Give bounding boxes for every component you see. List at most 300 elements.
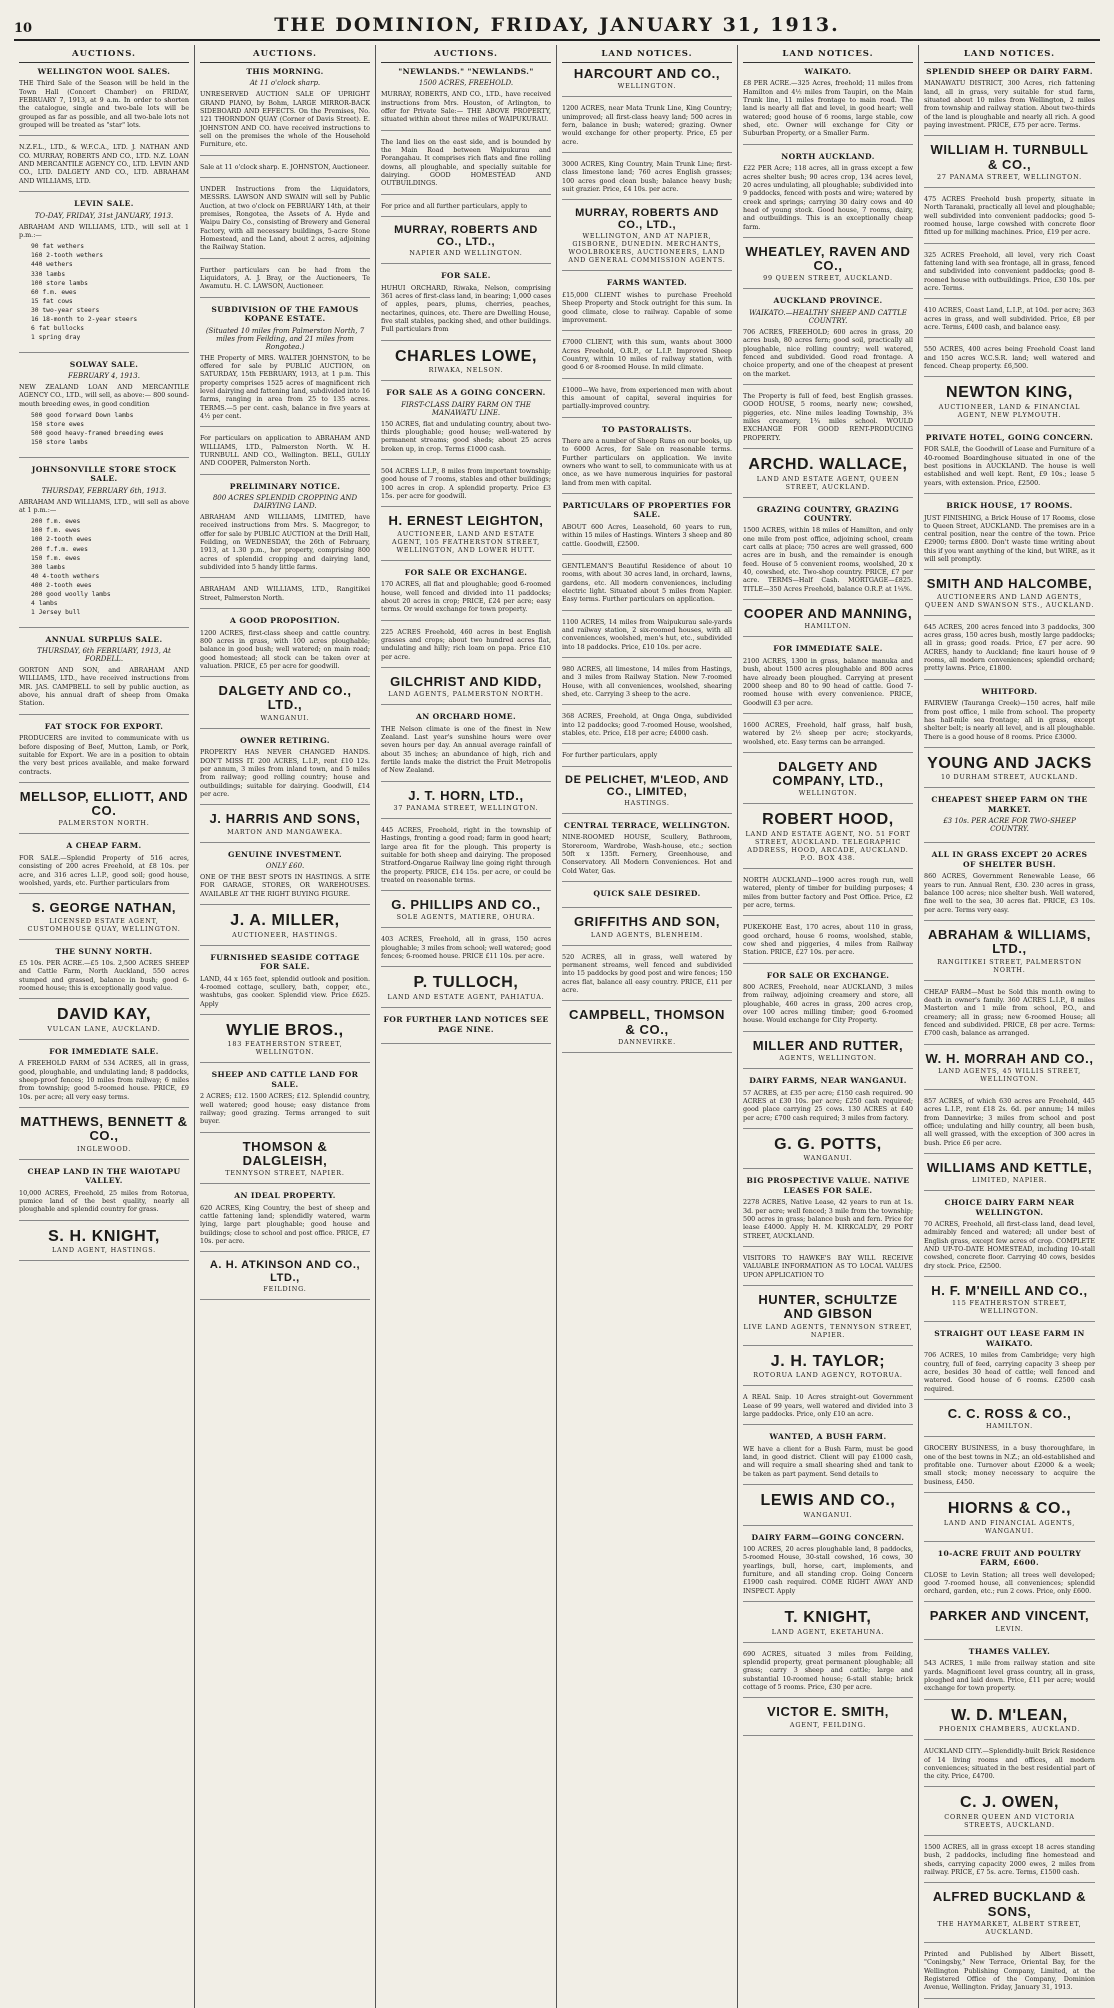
ad-body: For price and all further particulars, apply to (381, 201, 528, 210)
ad-body: 1200 ACRES, first-class sheep and cattle country. 800 acres in grass, with 100 acres ploughable; balance in good bush; well watered; on main road; good homestead; all stock can be taken over at valuation. PRICE, £5 per acre for goodwill. (200, 628, 370, 670)
ad-body: 225 ACRES Freehold, 460 acres in best English grasses and crops; about two hundred acres flat, undulating and hilly; rich loam on papa. Price £10 per acre. (381, 627, 551, 661)
advertisement (743, 1039, 913, 1069)
agent-name: J. HARRIS AND SONS, (209, 811, 361, 827)
agent-address: LAND AND ESTATE AGENT, QUEEN STREET, AUCKLAND. (756, 474, 900, 491)
agent-address: HAMILTON. (986, 1422, 1033, 1431)
ad-title: THAMES VALLEY. (968, 1646, 1051, 1656)
agent-address: ROTORUA LAND AGENCY, ROTORUA. (753, 1371, 903, 1380)
ad-body: The land lies on the east side, and is bounded by the Main Road between Waipukurau and Porangahau. It comprises rich flats and fine rolling downs, all ploughable, and specially suitable for dairying. GOOD HOMESTEAD AND OUTBUILDINGS. (381, 137, 551, 188)
advertisement (743, 644, 913, 713)
ad-body: £15,000 CLIENT wishes to purchase Freehold Sheep Property and Stock outright for this sum. In good climate, close to railway. Capable of some improvement. (562, 290, 732, 324)
advertisement (743, 152, 913, 238)
ad-title: GENUINE INVESTMENT. (227, 849, 343, 859)
ad-body: £8 PER ACRE.—325 Acres, freehold; 11 miles from Hamilton and 4½ miles from Taupiri, on the Main Trunk line, 11 miles frontage to main road. The land is nearly all flat and level, in good heart; well watered; good house of 6 rooms, large stable, cow shed, etc. Owner will exchange for City or Suburban Property, or a Smaller Farm. (743, 79, 913, 138)
ad-body: 857 ACRES, of which 630 acres are Freehold, 445 acres L.I.P., rent £18 2s. 6d. per annum; 14 miles from Dannevirke; 3 miles from school and post office; undulating and hilly country, all been bush, all well grassed, with the exception of 300 acres in bush. Price £6 per acre. (924, 1096, 1095, 1147)
ad-title: SHEEP AND CATTLE LAND FOR SALE. (211, 1070, 359, 1089)
advertisement (19, 1167, 189, 1221)
advertisement (924, 1284, 1095, 1322)
ad-body: 150 ACRES, flat and undulating country, about two-thirds ploughable; good house; well-watered by permanent streams; good sheds; about 25 acres broken up, in crop. Terms £1000 cash. (381, 419, 551, 453)
advertisement (200, 850, 370, 905)
agent-name: GRIFFITHS AND SON, (573, 914, 721, 930)
advertisement (381, 224, 551, 264)
column-heading: LAND NOTICES. (562, 47, 732, 63)
agent-address: AUCTIONEER, LAND AND ESTATE AGENT, 105 FEATHERSTON STREET, WELLINGTON, AND LOWER HUTT. (392, 529, 540, 554)
ad-body: UNRESERVED AUCTION SALE OF UPRIGHT GRAND PIANO, by Bohm, LARGE MIRROR-BACK SIDEBOARD AND EFFECTS. On the Premises, No. 121 THORNDON QUAY (Corner of Davis Street). E. JOHNSTON AND CO. have received instructions to sell on the premises the whole of the Household Furniture, etc. (200, 90, 370, 149)
ad-subtitle: THURSDAY, FEBRUARY 6th, 1913. (41, 486, 167, 495)
advertisement (924, 755, 1095, 789)
agent-name: COOPER AND MANNING, (743, 606, 913, 622)
masthead (14, 10, 1100, 41)
stock-list: 500 good forward Down lambs 150 store ewes 500 good heavy-framed breeding ewes 150 store lambs (31, 412, 164, 447)
advertisement (743, 456, 913, 498)
advertisement (924, 1329, 1095, 1400)
advertisement (381, 67, 551, 131)
ad-body: PROPERTY HAS NEVER CHANGED HANDS. DON'T MISS IT. 200 ACRES, L.I.P., rent £10 12s. per annum, 3 miles from inland town, and 5 miles from railway; good rolling country; house and outbuildings; suitable for dairying. Goodwill, £14 per acre. (200, 748, 370, 798)
advertisement (743, 67, 913, 145)
ad-title: A CHEAP FARM. (66, 841, 142, 851)
advertisement (19, 465, 189, 628)
ad-body: 980 ACRES, all limestone, 14 miles from Hastings, and 3 miles from Railway Station. New 7-roomed House, with all conveniences, woolshed, shearing shed, etc. Carrying 3 sheep to the acre. (562, 664, 732, 698)
ad-body: 445 ACRES, Freehold, right in the township of Hastings, fronting a good road; farm in good heart; large area fit for the plough. This property is suitable for both sheep and dairying. The proposed Stratford-Ongarue Railway line going right through the property. PRICE, £14 15s. per acre, or could be treated on reasonable terms. (381, 825, 551, 884)
advertisement (19, 635, 189, 715)
ad-title: WELLINGTON WOOL SALES. (37, 67, 171, 76)
ad-body: 1600 ACRES, Freehold, half grass, half bush, watered by 2½ sheep per acre; stockyards, woolshed, etc. Easy terms can be arranged. (743, 720, 913, 746)
advertisement (381, 712, 551, 781)
advertisement (924, 251, 1095, 300)
advertisement (743, 1432, 913, 1485)
advertisement (200, 616, 370, 677)
advertisement (743, 1650, 913, 1699)
ad-body: A FREEHOLD FARM of 534 ACRES, all in grass, good, ploughable, and undulating land; 8 paddocks, sheep-proof fences; 10 miles from railway; 6 miles from township; good 5-roomed house. PRICE, £9 10s. per acre; all very easy terms. (19, 1059, 189, 1101)
agent-address: NAPIER AND WELLINGTON. (409, 249, 523, 258)
ad-body: 620 ACRES, King Country, the best of sheep and cattle fattening land; splendidly watered, warm lying, large part ploughable; good house and buildings; close to school and post office. PRICE, £7 10s. per acre. (200, 1203, 370, 1246)
ad-title: "NEWLANDS." "NEWLANDS." (398, 67, 534, 76)
advertisement (200, 163, 370, 178)
advertisement (562, 386, 732, 418)
advertisement (924, 345, 1095, 377)
agent-address: LAND AGENT, EKETAHUNA. (771, 1627, 885, 1636)
agent-name: WILLIAMS AND KETTLE, (926, 1159, 1093, 1175)
advertisement (562, 67, 732, 97)
agent-name: C. J. OWEN, (959, 1794, 1060, 1812)
advertisement (200, 736, 370, 805)
ad-title: FURNISHED SEASIDE COTTAGE FOR SALE. (210, 952, 360, 972)
page-number: 10 (14, 21, 33, 36)
ad-title: DAIRY FARMS, NEAR WANGANUI. (749, 1076, 907, 1086)
column-5 (738, 45, 919, 2008)
advertisement (19, 1006, 189, 1040)
advertisement (924, 1500, 1095, 1542)
advertisement (924, 687, 1095, 748)
ad-body: THE Property of MRS. WALTER JOHNSTON, to be offered for sale by PUBLIC AUCTION, on SATURDAY, 15th FEBRUARY, 1913, at 1 p.m. This property comprises 1525 acres of magnificent rich level dairying and fattening land, subdivided into 16 farms, ranging in area from 25 to 135 acres. TERMS.—5 per cent. cash, balance in five years at 4½ per cent. (200, 353, 370, 420)
ad-subtitle: (Situated 10 miles from Palmerston North, 7 miles from Feilding, and 21 miles from Rongotea.) (205, 326, 365, 351)
ad-subtitle: 800 ACRES SPLENDID CROPPING AND DAIRYING LAND. (212, 494, 358, 511)
agent-address: WANGANUI. (260, 713, 310, 722)
ad-body: 70 ACRES, Freehold, all first-class land, dead level, admirably fenced and watered; all under best of English grass, except few acres of crop. COMPLETE AND UP-TO-DATE HOMESTEAD, including 10-stall cowshed, concrete floor. Carrying 40 cows, besides dry stock. Price, £2500. (924, 1220, 1095, 1270)
advertisement (924, 1198, 1095, 1277)
agent-name: T. KNIGHT, (784, 1609, 872, 1627)
advertisement (200, 1070, 370, 1132)
ad-title: CHEAP LAND IN THE WAIOTAPU VALLEY. (27, 1166, 181, 1186)
advertisement (200, 1022, 370, 1064)
advertisement (200, 953, 370, 1015)
advertisement (924, 501, 1095, 570)
advertisement (200, 585, 370, 609)
ad-body: VISITORS TO HAWKE'S BAY WILL RECEIVE VALUABLE INFORMATION AS TO LOCAL VALUES UPON APPLICATION TO (743, 1254, 913, 1279)
agent-name: ROBERT HOOD, (762, 811, 894, 829)
advertisement (200, 305, 370, 428)
ad-title: WHITFORD. (981, 686, 1038, 696)
agent-name: ALFRED BUCKLAND & SONS, (932, 1889, 1087, 1919)
agent-name: MATTHEWS, BENNETT & CO., (20, 1114, 188, 1144)
agent-address: VULCAN LANE, AUCKLAND. (47, 1024, 161, 1033)
advertisement (743, 505, 913, 601)
ad-title: CHOICE DAIRY FARM NEAR WELLINGTON. (944, 1198, 1075, 1217)
agent-name: HARCOURT AND CO., (573, 66, 721, 81)
advertisement (200, 684, 370, 729)
advertisement (924, 195, 1095, 244)
ad-title: PRELIMINARY NOTICE. (229, 481, 341, 491)
agent-name: W. D. M'LEAN, (951, 1706, 1068, 1724)
agent-address: AUCTIONEER, HASTINGS. (232, 930, 338, 939)
ad-body: UNDER Instructions from the Liquidators, MESSRS. LAWSON AND SWAIN will sell by Public Auction, at two o'clock on FEBRUARY 14th, at their premises, Rongotea, the Assets of A. Hyde and Waipu Dairy Co., consisting of Brewery and General Factory, with all necessary buildings, 5-acre Stone Homestead, and the Land, about 2 acres, adjoining the Railway Station. (200, 185, 370, 252)
advertisement (381, 935, 551, 967)
ad-subtitle: WAIKATO.—HEALTHY SHEEP AND CATTLE COUNTRY. (749, 308, 907, 325)
advertisement (924, 1097, 1095, 1154)
ad-body: For further particulars, apply (562, 751, 658, 760)
ad-body: FAIRVIEW (Tauranga Creek)—150 acres, half mile from post office, 1 mile from school. The property has half-mile sea frontage; all in grass, except shelter belt; is nearly all level, and is all ploughable. There is a good house of 8 rooms. Price £3000. (924, 699, 1095, 741)
ad-title: AUCKLAND PROVINCE. (773, 296, 883, 306)
advertisement (743, 876, 913, 916)
advertisement (562, 751, 732, 766)
agent-address: LAND AGENTS, BLENHEIM. (590, 930, 704, 939)
agent-name: MURRAY, ROBERTS AND CO., LTD., (575, 207, 719, 232)
agent-address: LAND AND ESTATE AGENT, PAHIATUA. (387, 993, 545, 1002)
advertisement (19, 722, 189, 783)
advertisement (200, 434, 370, 474)
ad-body: 10,000 ACRES, Freehold, 25 miles from Rotorua, pumice land of the best quality, nearly all ploughable and splendid country for grass. (19, 1188, 189, 1214)
advertisement (381, 467, 551, 507)
agent-address: TENNYSON STREET, NAPIER. (225, 1169, 345, 1178)
agent-name: P. TULLOCH, (413, 974, 519, 992)
ad-body: MURRAY, ROBERTS, AND CO., LTD., have received instructions from Mrs. Houston, of Arlington, to offer for Private Sale:— THE ABOVE PROPERTY, situated within about three miles of WAIPUKURAU. (381, 90, 551, 124)
agent-name: J. T. HORN, LTD., (408, 787, 524, 803)
advertisement (19, 143, 189, 192)
ad-body: AUCKLAND CITY.—Splendidly-built Brick Residence of 14 living rooms and offices, all modern conveniences; situated in the best residential part of the city. Price, £4700. (924, 1747, 1095, 1781)
agent-name: DALGETY AND CO., LTD., (218, 683, 352, 713)
stock-list: 200 f.m. ewes 100 f.m. ewes 100 2-tooth ewes 200 f.f.m. ewes 150 f.m. ewes 300 lambs 40 4-tooth wethers 400 2-tooth ewes 200 good woolly lambs 4 lambs 1 Jersey bull (31, 518, 111, 617)
ad-body: FOR SALE, the Goodwill of Lease and Furniture of a 40-roomed Boardinghouse situated in one of the best positions in AUCKLAND. The house is well established and well kept. Rent, £9 10s.; lease 5 years, with extension. Price, £2500. (924, 445, 1095, 487)
ad-subtitle: THURSDAY, 6th FEBRUARY, 1913, At FORDELL. (37, 647, 171, 664)
advertisement (562, 501, 732, 555)
agent-address: WELLINGTON, AND AT NAPIER, GISBORNE, DUNEDIN. MERCHANTS, WOOLBROKERS, AUCTIONEERS, LAND AND GENERAL COMMISSION AGENTS. (568, 232, 726, 265)
ad-title: BIG PROSPECTIVE VALUE. NATIVE LEASES FOR SALE. (746, 1176, 910, 1195)
agent-name: S. GEORGE NATHAN, (31, 900, 177, 916)
advertisement (743, 1393, 913, 1425)
advertisement (381, 675, 551, 705)
advertisement (743, 245, 913, 290)
advertisement (381, 388, 551, 460)
advertisement (381, 898, 551, 928)
ad-title: WANTED, A BUSH FARM. (769, 1432, 887, 1442)
agent-name: G. PHILLIPS AND CO., (391, 897, 541, 913)
ad-subtitle: At 11 o'clock sharp. (249, 79, 321, 88)
agent-address: MARTON AND MANGAWEKA. (227, 827, 343, 836)
advertisement (562, 1008, 732, 1053)
agent-name: MILLER AND RUTTER, (752, 1037, 904, 1053)
advertisement (924, 67, 1095, 136)
ad-title: FOR SALE OR EXCHANGE. (404, 567, 528, 577)
advertisement (562, 953, 732, 1002)
advertisement (200, 1140, 370, 1185)
ad-body: THE Nelson climate is one of the finest in New Zealand. Last year's sunshine hours were over seven hours per day. An annual average rainfall of about 35 inches; an abundance of high, rich and fertile lands make the district the Fruit Metropolis of New Zealand. (381, 724, 551, 775)
advertisement (743, 1353, 913, 1387)
advertisement (743, 811, 913, 869)
ad-body: CHEAP FARM—Must be Sold this month owing to death in owner's family. 360 ACRES L.I.P., 8 miles Masterton and 1 mile from school, P.O., and creamery; all in grass; new 6-roomed House; all fenced and subdivided. PRICE, £8 per acre. Terms: £700 cash, balance as arranged. (924, 987, 1095, 1038)
advertisement (19, 790, 189, 835)
ad-body: CLOSE to Levin Station; all trees well developed; good 7-roomed house, all conveniences; splendid orchard, garden, etc.; run 2 cows. Price, only £600. (924, 1570, 1095, 1596)
ad-title: SPLENDID SHEEP OR DAIRY FARM. (926, 67, 1093, 76)
advertisement (743, 1293, 913, 1346)
agent-name: J. A. MILLER, (230, 912, 340, 929)
advertisement (924, 928, 1095, 981)
agent-name: PARKER AND VINCENT, (929, 1608, 1090, 1624)
ad-body: ABRAHAM AND WILLIAMS, LTD., will sell at 1 p.m.:— (19, 222, 189, 239)
ad-title: CHEAPEST SHEEP FARM ON THE MARKET. (931, 795, 1088, 814)
advertisement (924, 1647, 1095, 1700)
ad-title: SOLWAY SALE. (69, 359, 139, 369)
advertisement (200, 1259, 370, 1299)
ad-title: THE SUNNY NORTH. (55, 946, 153, 956)
ad-title: PARTICULARS OF PROPERTIES FOR SALE. (562, 500, 732, 520)
ad-title: WAIKATO. (804, 67, 852, 76)
ad-body: THE Third Sale of the Season will be held in the Town Hall (Concert Chamber) on FRIDAY, FEBRUARY 7, 1913, at 9 a.m. In order to shorten the catalogue, single and two-bale lots will be grouped as far as possible, and all two-bale lots not grouped will be treated as "star" lots. (19, 79, 189, 130)
stock-list: 90 fat wethers 160 2-tooth wethers 440 wethers 330 lambs 100 store lambs 60 f.m. ewes 15 fat cows 30 two-year steers 16 18-month to 2-year steers 6 fat bullocks 1 spring dray (31, 243, 138, 342)
agent-name: MURRAY, ROBERTS AND CO., LTD., (394, 224, 538, 249)
ad-body: ABRAHAM AND WILLIAMS, LTD., Rangitikei Street, Palmerston North. (200, 585, 370, 602)
agent-name: HIORNS & CO., (947, 1499, 1072, 1517)
ad-body: NINE-ROOMED HOUSE, Scullery, Bathroom, Storeroom, Wardrobe, Wash-house, etc.; section 50ft x 135ft. Fernery, Greenhouse, and Conservatory. All Modern Conveniences. Hot and Cold Water, Gas. (562, 833, 732, 875)
agent-name: W. H. MORRAH AND CO., (925, 1050, 1094, 1066)
agent-address: LAND AND FINANCIAL AGENTS, WANGANUI. (943, 1518, 1076, 1535)
agent-address: PALMERSTON NORTH. (58, 819, 150, 828)
ad-subtitle: 1500 ACRES, FREEHOLD. (418, 79, 514, 88)
agent-address: THE HAYMARKET, ALBERT STREET, AUCKLAND. (937, 1919, 1082, 1936)
agent-address: CORNER QUEEN AND VICTORIA STREETS, AUCKLAND. (944, 1813, 1075, 1830)
ad-title: FOR SALE AS A GOING CONCERN. (386, 388, 546, 398)
ad-title: SUBDIVISION OF THE FAMOUS KOPANE ESTATE. (211, 304, 359, 324)
ad-body: ABRAHAM AND WILLIAMS, LIMITED, have received instructions from Mrs. S. Macgregor, to offer for sale by PUBLIC AUCTION at the Drill Hall, Feilding, on WEDNESDAY, the 26th of February, 1913, at 1.30 p.m., her property, comprising 800 acres of splendid cropping and dairying land, subdivided into 5 handy little farms. (200, 513, 370, 572)
ad-title: NORTH AUCKLAND. (781, 151, 875, 161)
advertisement (381, 514, 551, 560)
agent-address: 37 PANAMA STREET, WELLINGTON. (393, 803, 539, 812)
ad-body: NORTH AUCKLAND—1900 acres rough run, well watered, plenty of timber for building purposes; 4 miles from butter factory and Post Office. Price, £2 per acre, terms. (743, 876, 913, 909)
ad-body: Further particulars can be had from the Liquidators, A. J. Bray, or the Auctioneers, Te Awamutu. H. C. LAWSON, Auctioneer. (200, 265, 370, 291)
column-heading: LAND NOTICES. (924, 47, 1095, 63)
ad-body: 2100 ACRES, 1300 in grass, balance manuka and bush, about 1500 acres ploughable and 800 acres have already been ploughed. Carrying at present 2000 sheep and 80 to 90 head of cattle. Good 7-roomed house with every convenience. PRICE, Goodwill £3 per acre. (743, 656, 913, 707)
advertisement (924, 1407, 1095, 1437)
ad-title: BRICK HOUSE, 17 ROOMS. (946, 501, 1073, 511)
agent-address: RIWAKA, NELSON. (428, 366, 504, 375)
agent-name: DE PELICHET, M'LEOD, AND CO., LIMITED, (565, 773, 729, 798)
ad-body: 800 ACRES, Freehold, near AUCKLAND, 3 miles from railway, adjoining creamery and store, all ploughable, 460 acres in grass, 200 acres crop, over 100 acres milling timber; good 6-roomed house. Would exchange for City Property. (743, 983, 913, 1025)
agent-address: FEILDING. (263, 1284, 307, 1293)
agent-address: WELLINGTON. (617, 82, 677, 91)
advertisement (381, 628, 551, 668)
ad-title: STRAIGHT OUT LEASE FARM IN WAIKATO. (934, 1329, 1085, 1348)
ad-body: 504 ACRES L.I.P., 8 miles from important township; good house of 7 rooms, stables and other buildings; 100 acres in crop. A splendid property. Price £3 15s. per acre for goodwill. (381, 467, 551, 501)
ad-title: DAIRY FARM—GOING CONCERN. (751, 1532, 905, 1542)
agent-address: LAND AGENT, HASTINGS. (52, 1246, 156, 1255)
agent-name: DAVID KAY, (56, 1006, 152, 1024)
advertisement (924, 1890, 1095, 1943)
advertisement (19, 199, 189, 353)
ad-title: ANNUAL SURPLUS SALE. (45, 634, 163, 644)
advertisement (924, 1052, 1095, 1090)
ad-body: GENTLEMAN'S Beautiful Residence of about 10 rooms, with about 30 acres land, in orchard, lawns, gardens, etc. All modern conveniences, including electric light. Situated about 5 miles from Napier. Easy terms. Further particulars on application. (562, 561, 732, 604)
advertisement (562, 278, 732, 331)
ad-title: AN ORCHARD HOME. (415, 712, 517, 722)
ad-subtitle: FEBRUARY 4, 1913. (68, 372, 140, 381)
advertisement (743, 1533, 913, 1602)
ad-body: Sale at 11 o'clock sharp. E. JOHNSTON, Auctioneer. (200, 162, 370, 171)
agent-name: C. C. ROSS & CO., (947, 1406, 1072, 1421)
agent-address: HASTINGS. (624, 798, 670, 807)
ad-subtitle: TO-DAY, FRIDAY, 31st JANUARY, 1913. (34, 211, 174, 220)
advertisement (924, 577, 1095, 615)
agent-address: LAND AGENTS, 45 WILLIS STREET, WELLINGTON. (938, 1066, 1081, 1083)
ad-title: QUICK SALE DESIRED. (593, 888, 701, 898)
advertisement (924, 306, 1095, 338)
agent-name: CAMPBELL, THOMSON & CO., (568, 1007, 726, 1037)
advertisement (924, 1794, 1095, 1836)
advertisement (19, 947, 189, 1000)
column-heading: AUCTIONS. (381, 47, 551, 63)
ad-title: FOR SALE. (441, 271, 491, 281)
ad-body: 690 ACRES, situated 3 miles from Feilding, splendid property, great permanent ploughable; all grass; carry 3 sheep and cattle; large and substantial 10-roomed house; 6-stall stable; brick cottage of 5 rooms. Price, £30 per acre. (743, 1649, 913, 1691)
ad-body: 100 ACRES, 20 acres ploughable land, 8 paddocks, 5-roomed House, 30-stall cowshed, 16 cows, 30 yearlings, bull, horse, cart, implements, and furniture, and all standing crop. Going Concern £1900 cash required. COME RIGHT AWAY AND INSPECT. Apply (743, 1545, 913, 1595)
advertisement (562, 712, 732, 744)
advertisement (924, 623, 1095, 680)
advertisement (743, 392, 913, 449)
agent-name: GILCHRIST AND KIDD, (390, 673, 542, 689)
advertisement (743, 923, 913, 963)
ad-body: LAND, 44 x 165 feet, splendid outlook and position. 4-roomed cottage, scullery, bath, copper, etc., washtubs, gas cooker. Splendid view. Price £625. Apply (200, 974, 370, 1008)
advertisement (562, 889, 732, 908)
ad-body: PUKEKOHE East, 170 acres, about 110 in grass, good orchard, house 6 rooms, woolshed, stable, cow shed and piggeries, 4 miles from Railway Station. PRICE, £27 10s. per acre. (743, 923, 913, 957)
advertisement (562, 774, 732, 814)
ad-title: LEVIN SALE. (74, 199, 134, 209)
advertisement (743, 760, 913, 805)
advertisement (924, 433, 1095, 494)
column-2 (195, 45, 376, 2008)
ad-body: JUST FINISHING, a Brick House of 17 Rooms, close to Queen Street, AUCKLAND. The premises are in a central position, near the centre of the town. Price £2900; terms £800. Don't waste time writing about this if you want anything of the kind, but WIRE, as it will sell promptly. (924, 513, 1095, 564)
advertisement (924, 384, 1095, 426)
agent-name: H. F. M'NEILL AND CO., (931, 1283, 1088, 1299)
advertisement (19, 901, 189, 939)
column-3 (376, 45, 557, 2008)
ad-body: 57 ACRES, at £35 per acre; £150 cash required. 90 ACRES at £30 10s. per acre; £250 cash required; good place carrying 25 cows. 130 ACRES at £40 per acre; £700 cash required; 3 miles from factory. (743, 1088, 913, 1122)
agent-address: LEVIN. (995, 1624, 1024, 1633)
agent-address: 10 DURHAM STREET, AUCKLAND. (940, 773, 1079, 782)
ad-title: OWNER RETIRING. (240, 735, 330, 745)
advertisement (19, 1047, 189, 1108)
advertisement (743, 721, 913, 753)
advertisement (743, 1492, 913, 1526)
advertisement (381, 826, 551, 891)
ad-body: 2278 ACRES, Native Lease, 42 years to run at 1s. 3d. per acre; well fenced; 3 mile from the township; 500 acres in grass; balance bush and fern. Price for lease £4000. Apply H. M. KIRKCALDY, 29 PORT STREET, AUCKLAND. (743, 1198, 913, 1240)
agent-name: NEWTON KING, (946, 384, 1073, 402)
ad-body: ABRAHAM AND WILLIAMS, LTD., will sell as above at 1 p.m.:— (19, 497, 189, 514)
agent-name: DALGETY AND COMPANY, LTD., (772, 758, 884, 789)
advertisement (200, 185, 370, 259)
advertisement (200, 266, 370, 298)
ad-body: 410 ACRES, Coast Land, L.I.P., at 10d. per acre; 363 acres in grass, and well subdivided. Price, £8 per acre. Terms, £400 cash, and balance easy. (924, 306, 1095, 331)
agent-name: HUNTER, SCHULTZE AND GIBSON (758, 1292, 898, 1322)
ad-body: 2 ACRES; £12. 1500 ACRES; £12. Splendid country, well watered; good house; easy distance from railway; good grazing. Terms arranged to suit buyer. (200, 1092, 370, 1126)
advertisement (743, 1609, 913, 1643)
ad-body: 368 ACRES, Freehold, at Onga Onga, subdivided into 12 paddocks; good 7-roomed House, woolshed, stables, etc. Price, £18 per acre; £4000 cash. (562, 712, 732, 737)
agent-address: 99 QUEEN STREET, AUCKLAND. (763, 274, 893, 283)
ad-body: 325 ACRES Freehold, all level, very rich Coast fattening land with sea frontage, all in grass, fenced and subdivided into convenient paddocks; good 8-roomed house with outbuildings. Price, £30 10s. per acre. Terms. (924, 250, 1095, 292)
agent-address: AGENTS, WELLINGTON. (779, 1054, 877, 1063)
advertisement (381, 974, 551, 1008)
ad-body: N.Z.F.L., LTD., & W.F.C.A., LTD. J. NATHAN AND CO. MURRAY, ROBERTS AND CO., LTD. N.Z. LOAN AND MERCANTILE AGENCY CO., LTD. LEVIN AND CO., LTD. DALGETY AND CO., LTD. ABRAHAM AND WILLIAMS, LTD. (19, 143, 189, 185)
agent-address: INGLEWOOD. (76, 1144, 132, 1153)
advertisement (562, 338, 732, 378)
agent-address: PHOENIX CHAMBERS, AUCKLAND. (938, 1725, 1081, 1734)
advertisement (924, 1747, 1095, 1787)
agent-name: WYLIE BROS., (226, 1021, 344, 1039)
agent-name: WILLIAM H. TURNBULL & CO., (930, 142, 1089, 172)
agent-address: 183 FEATHERSTON STREET, WELLINGTON. (227, 1040, 343, 1057)
ad-body: 3000 ACRES, King Country, Main Trunk Line; first-class limestone land; 760 acres English grasses; 100 acres good clean bush; balance heavy bush; suit grazier. Price, £4 10s. per acre. (562, 159, 732, 193)
advertisement (743, 1254, 913, 1286)
ad-body: £7000 CLIENT, with this sum, wants about 3000 Acres Freehold, O.R.P., or L.I.P. Improved Sheep Country, within 10 miles of railway station, with good 6 or 8-roomed House. In mild climate. (562, 338, 732, 372)
advertisement (562, 562, 732, 611)
agent-address: 115 FEATHERSTON STREET, WELLINGTON. (952, 1299, 1067, 1316)
ad-body: 1100 ACRES, 14 miles from Waipukurau sale-yards and railway station, 2 six-roomed houses, with all conveniences, woolshed, men's hut, etc., subdivided into 18 paddocks. Price, £10 10s. per acre. (562, 617, 732, 651)
agent-address: RANGITIKEI STREET, PALMERSTON NORTH. (937, 957, 1082, 974)
advertisement (924, 850, 1095, 921)
ad-title: FOR IMMEDIATE SALE. (773, 644, 883, 654)
ad-title: FOR FURTHER LAND NOTICES SEE PAGE NINE. (383, 1015, 549, 1034)
ad-title: THIS MORNING. (246, 67, 324, 76)
advertisement (924, 1549, 1095, 1603)
ad-body: £1000—We have, from experienced men with about this amount of capital, several inquiries for partially-improved country. (562, 385, 732, 411)
ad-body: 706 ACRES, 10 miles from Cambridge; very high country, full of feed, carrying capacity 3 sheep per acre, besides 30 head of cattle; well fenced and watered. Good house of 6 rooms. £2500 cash required. (924, 1351, 1095, 1393)
agent-name: J. H. TAYLOR; (770, 1352, 886, 1370)
ad-body: WE have a client for a Bush Farm, must be good land, in good district. Client will pay £1000 cash, and will require a small shearing shed and tank to be taken as part payment. Send details to (743, 1444, 913, 1478)
ad-body: There are a number of Sheep Runs on our books, up to 6000 Acres, for Sale on reasonable terms. Further particulars on application. We invite owners who want to sell, to communicate with us at once, as we have numerous inquiries for pastoral land from men with capital. (562, 437, 732, 487)
advertisement (562, 915, 732, 945)
ad-body: 1500 ACRES, all in grass except 18 acres standing bush, 2 paddocks, including fine homestead and sheds, carrying capacity 2000 ewes, 2 miles from railway. PRICE, £7 5s. acre. Terms, £1500 cash. (924, 1843, 1095, 1877)
advertisement (743, 1076, 913, 1129)
agent-name: ARCHD. WALLACE, (748, 455, 908, 473)
agent-name: A. H. ATKINSON AND CO., LTD., (209, 1259, 361, 1284)
agent-name: WHEATLEY, RAVEN AND CO., (745, 243, 911, 274)
advertisement (381, 789, 551, 819)
agent-address: AUCTIONEER, LAND & FINANCIAL AGENT, NEW PLYMOUTH. (938, 402, 1081, 419)
agent-address: WANGANUI. (803, 1510, 853, 1519)
advertisement (381, 138, 551, 195)
agent-name: LEWIS AND CO., (760, 1492, 896, 1510)
advertisement (924, 795, 1095, 843)
ad-body: ABOUT 600 Acres, Leasehold, 60 years to run, within 15 miles of Hastings. Winters 3 sheep and 80 cattle. Goodwill, £2500. (562, 522, 732, 548)
ad-body: 645 ACRES, 200 acres fenced into 3 paddocks, 300 acres grass, 150 acres bush, mostly large paddocks; all in grass; good roads. Price, £7 per acre. 90 ACRES, handy to Auckland; fine kauri house of 9 rooms, all modern conveniences; splendid orchard; pretty lawns. Price, £1800. (924, 622, 1095, 673)
ad-body: £5 10s. PER ACRE.—£5 10s. 2,500 ACRES SHEEP and Cattle Farm, North Auckland, 550 acres stumped and grassed, balance in bush; good 6-roomed house; this is exceptionally good value. (19, 959, 189, 992)
agent-name: THOMSON & DALGLEISH, (242, 1138, 328, 1169)
